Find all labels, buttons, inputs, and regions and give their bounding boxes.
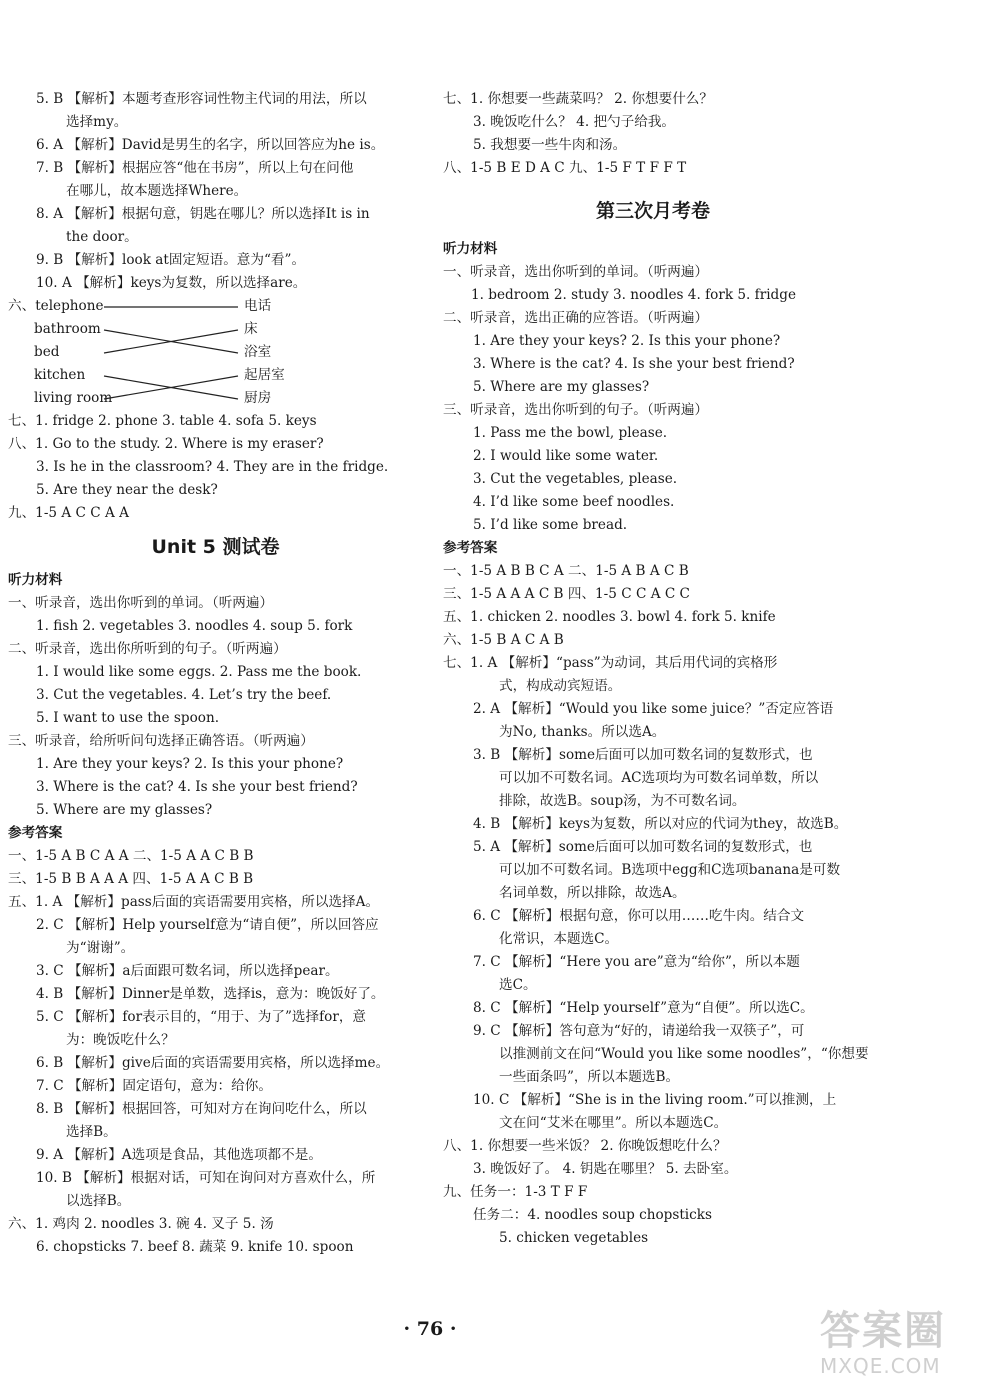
text-line: 3. Is he in the classroom? 4. They are in the fridge. (36, 459, 389, 475)
text-line: 10. A 【解析】keys为复数，所以选择are。 (36, 275, 307, 291)
text-line: 9. B 【解析】look at固定短语。意为“看”。 (36, 252, 306, 268)
text-line: 二、听录音，选出正确的应答语。（听两遍） (443, 310, 709, 326)
listening-material (443, 261, 863, 537)
text-line: 2. I would like some water. (473, 448, 659, 464)
text-line: 八、1-5 B E D A C 九、1-5 F T F F T (443, 160, 687, 176)
text-line: 七、1. fridge 2. phone 3. table 4. sofa 5. keys (8, 413, 317, 429)
text-line: 一、听录音，选出你听到的单词。（听两遍） (8, 595, 274, 611)
text-line: 三、1-5 B B A A A 四、1-5 A A C B B (8, 871, 254, 887)
text-line: 5. B 【解析】本题考查形容词性物主代词的用法，所以 (36, 91, 367, 107)
text-line: 6. A 【解析】David是男生的名字，所以回答应为he is。 (36, 137, 385, 153)
text-line: 七、1. 你想要一些蔬菜吗？ 2. 你想要什么？ (443, 91, 713, 107)
text-line: 5. chicken vegetables (499, 1230, 649, 1246)
text-line: 1. Are they your keys? 2. Is this your phone? (36, 756, 344, 772)
unit5-title: Unit 5 测试卷 (151, 536, 280, 558)
text-line: 5. 我想要一些牛肉和汤。 (473, 137, 627, 153)
text-line: 六、1-5 B A C A B (443, 632, 564, 648)
match-chinese-word: 起居室 (244, 367, 285, 383)
text-line: 1. Pass me the bowl, please. (473, 425, 668, 441)
text-line: 4. B 【解析】keys为复数，所以对应的代词为they，故选B。 (473, 816, 848, 832)
text-line: 名词单数，所以排除，故选A。 (499, 885, 686, 901)
text-line: 任务二：4. noodles soup chopsticks (473, 1207, 712, 1223)
match-word: living room (34, 390, 113, 406)
text-line: 三、听录音，选出你听到的句子。（听两遍） (443, 402, 709, 418)
text-line: 一、听录音，选出你听到的单词。（听两遍） (443, 264, 709, 280)
text-line: the door。 (66, 229, 138, 245)
text-line: 选择my。 (66, 114, 128, 130)
text-line: 化常识，本题选C。 (499, 931, 619, 947)
text-line: 7. C 【解析】固定语句，意为：给你。 (36, 1078, 272, 1094)
reference-title: 参考答案 (443, 540, 498, 556)
answers-seven-to-nine (8, 410, 423, 525)
text-line: 8. A 【解析】根据句意，钥匙在哪儿？所以选择It is in (36, 206, 370, 222)
text-line: 1. I would like some eggs. 2. Pass me the book. (36, 664, 362, 680)
text-line: 1. bedroom 2. study 3. noodles 4. fork 5. fridge (471, 287, 796, 303)
page-number: · 76 · (403, 1318, 457, 1340)
text-line: 1. fish 2. vegetables 3. noodles 4. soup 5. fork (36, 618, 353, 634)
match-chinese-word: 电话 (244, 298, 272, 314)
text-line: 3. Where is the cat? 4. Is she your best friend? (473, 356, 795, 372)
text-line: 1. Are they your keys? 2. Is this your phone? (473, 333, 781, 349)
text-line: 式，构成动宾短语。 (499, 678, 622, 694)
matching-lines (8, 295, 308, 410)
text-line: 6. chopsticks 7. beef 8. 蔬菜 9. knife 10. spoon (36, 1239, 354, 1255)
listening-title: 听力材料 (443, 241, 498, 257)
text-line: 选C。 (499, 977, 537, 993)
text-line: 6. B 【解析】give后面的宾语需要用宾格，所以选择me。 (36, 1055, 390, 1071)
text-line: 5. A 【解析】some后面可以加可数名词的复数形式，也 (473, 839, 813, 855)
watermark-url: MXQE.COM (820, 1354, 941, 1378)
text-line: 三、1-5 A A A C B 四、1-5 C C A C C (443, 586, 690, 602)
text-line: 六、1. 鸡肉 2. noodles 3. 碗 4. 叉子 5. 汤 (8, 1216, 274, 1232)
text-line: 为：晚饭吃什么？ (66, 1032, 175, 1048)
match-chinese-word: 床 (244, 321, 258, 337)
right-column (443, 88, 869, 1250)
text-line: 为No, thanks。所以选A。 (499, 724, 666, 740)
text-line: 3. 晚饭吃什么？ 4. 把勺子给我。 (473, 114, 676, 130)
text-line: 为“谢谢”。 (66, 940, 135, 956)
answers-unit4-continued (8, 88, 423, 295)
text-line: 在哪儿，故本题选择Where。 (66, 183, 248, 199)
watermark-logo (820, 1308, 990, 1388)
text-line: 选择B。 (66, 1124, 117, 1140)
text-line: 8. C 【解析】“Help yourself”意为“自便”。所以选C。 (473, 1000, 814, 1016)
reference-answers (443, 560, 869, 1250)
text-line: 7. B 【解析】根据应答“他在书房”，所以上句在问他 (36, 160, 354, 176)
exam3-title: 第三次月考卷 (595, 200, 710, 222)
text-line: 3. Cut the vegetables, please. (473, 471, 678, 487)
text-line: 3. 晚饭好了。 4. 钥匙在哪里？ 5. 去卧室。 (473, 1161, 738, 1177)
text-line: 八、1. Go to the study. 2. Where is my eraser? (8, 436, 324, 452)
text-line: 10. B 【解析】根据对话，可知在询问对方喜欢什么，所 (36, 1170, 376, 1186)
match-word: telephone (35, 298, 104, 314)
match-chinese-word: 浴室 (244, 344, 272, 360)
text-line: 3. B 【解析】some后面可以加可数名词的复数形式，也 (473, 747, 813, 763)
text-line: 可以加不可数名词。B选项中egg和C选项banana是可数 (499, 862, 841, 878)
text-line: 一、1-5 A B B C A 二、1-5 A B A C B (443, 563, 689, 579)
text-line: 以推测前文在问“Would you like some noodles”，“你想要 (499, 1046, 869, 1062)
text-line: 5. C 【解析】for表示目的，“用于、为了”选择for，意 (36, 1009, 367, 1025)
text-line: 3. C 【解析】a后面跟可数名词，所以选择pear。 (36, 963, 339, 979)
text-line: 排除，故选B。soup汤，为不可数名词。 (499, 793, 746, 809)
text-line: 3. Cut the vegetables. 4. Let’s try the beef. (36, 687, 332, 703)
listening-title: 听力材料 (8, 572, 63, 588)
text-line: 4. I’d like some beef noodles. (473, 494, 675, 510)
text-line: 五、1. chicken 2. noodles 3. bowl 4. fork 5. knife (443, 609, 776, 625)
text-line: 可以加不可数名词。AC选项均为可数名词单数，所以 (499, 770, 819, 786)
watermark-text: 答案圈 (820, 1308, 946, 1354)
listening-material (8, 592, 423, 822)
left-column (8, 88, 423, 1259)
text-line: 6. C 【解析】根据句意，你可以用……吃牛肉。结合文 (473, 908, 805, 924)
text-line: 二、听录音，选出你所听到的句子。（听两遍） (8, 641, 287, 657)
match-section-label: 六、 (8, 298, 36, 314)
reference-title: 参考答案 (8, 825, 63, 841)
text-line: 七、1. A 【解析】“pass”为动词，其后用代词的宾格形 (443, 655, 778, 671)
text-line: 一、1-5 A B C A A 二、1-5 A A C B B (8, 848, 254, 864)
match-chinese-word: 厨房 (244, 390, 272, 406)
text-line: 一些面条吗”，所以本题选B。 (499, 1069, 680, 1085)
text-line: 10. C 【解析】“She is in the living room.”可以推测，上 (473, 1092, 837, 1108)
text-line: 5. Where are my glasses? (473, 379, 650, 395)
match-word: bathroom (34, 321, 101, 337)
text-line: 5. I’d like some bread. (473, 517, 628, 533)
text-line: 文在问“艾米在哪里”。所以本题选C。 (499, 1115, 728, 1131)
text-line: 九、任务一：1-3 T F F (443, 1184, 588, 1200)
text-line: 5. Where are my glasses? (36, 802, 213, 818)
text-line: 2. C 【解析】Help yourself意为“请自便”，所以回答应 (36, 917, 379, 933)
text-line: 2. A 【解析】“Would you like some juice？”否定应答语 (473, 701, 834, 717)
match-word: bed (34, 344, 60, 360)
text-line: 5. Are they near the desk? (36, 482, 218, 498)
text-line: 9. A 【解析】A选项是食品，其他选项都不是。 (36, 1147, 322, 1163)
answers-unit5-continued (443, 88, 863, 180)
text-line: 9. C 【解析】答句意为“好的，请递给我一双筷子”，可 (473, 1023, 805, 1039)
text-line: 九、1-5 A C C A A (8, 505, 129, 521)
text-line: 8. B 【解析】根据回答，可知对方在询问吃什么，所以 (36, 1101, 367, 1117)
text-line: 三、听录音，给所听问句选择正确答语。（听两遍） (8, 733, 314, 749)
reference-answers (8, 845, 423, 1259)
text-line: 以选择B。 (66, 1193, 131, 1209)
text-line: 7. C 【解析】“Here you are”意为“给你”，所以本题 (473, 954, 800, 970)
matching-exercise (8, 295, 423, 410)
match-word: kitchen (34, 367, 86, 383)
text-line: 3. Where is the cat? 4. Is she your best friend? (36, 779, 358, 795)
text-line: 八、1. 你想要一些米饭？ 2. 你晚饭想吃什么？ (443, 1138, 727, 1154)
text-line: 五、1. A 【解析】pass后面的宾语需要用宾格，所以选择A。 (8, 894, 380, 910)
text-line: 5. I want to use the spoon. (36, 710, 220, 726)
text-line: 4. B 【解析】Dinner是单数，选择is，意为：晚饭好了。 (36, 986, 385, 1002)
